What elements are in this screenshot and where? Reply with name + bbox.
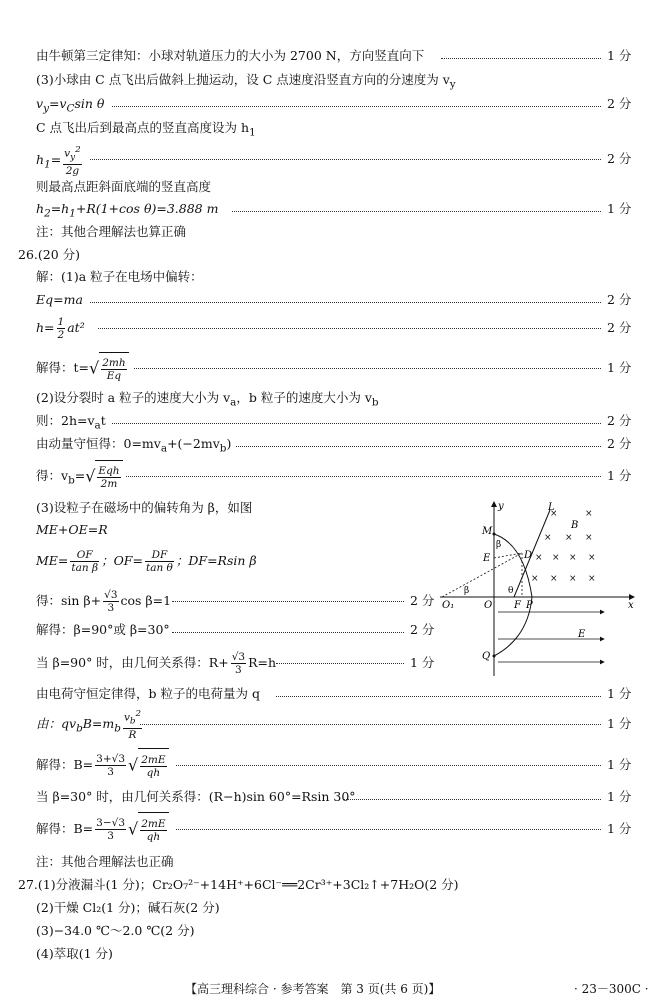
denominator: Eq xyxy=(106,370,122,382)
superscript: 2 xyxy=(135,709,142,720)
answer-line xyxy=(0,898,653,918)
label-O: O xyxy=(484,600,493,611)
dot-leader xyxy=(176,765,601,766)
denominator: 2m xyxy=(100,478,118,490)
denominator: R xyxy=(128,728,137,741)
note-line xyxy=(0,852,653,872)
numerator: DF xyxy=(145,549,174,562)
square-root: √ $\frac{\text{Eqh}}{2m}$ xyxy=(85,460,122,493)
score: 1 分 xyxy=(607,686,632,701)
dot-leader xyxy=(344,799,601,800)
numerator: √3 xyxy=(231,651,246,663)
field-cross: × xyxy=(585,509,593,519)
equation-line xyxy=(0,411,653,431)
numerator: 2mE xyxy=(141,818,166,830)
dot-leader xyxy=(126,476,601,477)
field-cross: × xyxy=(588,553,596,563)
label-B: B xyxy=(571,520,579,531)
subscript: b xyxy=(371,396,379,409)
answer-text: 由电荷守恒定律得，b 粒子的电荷量为 q xyxy=(36,686,260,701)
eq-part: = xyxy=(74,468,86,483)
page-footer xyxy=(0,980,653,1000)
dot-leader xyxy=(112,106,601,107)
eq-part: sin θ xyxy=(74,96,105,111)
equation-line xyxy=(0,460,653,492)
label-M: M xyxy=(482,526,493,537)
equation-line xyxy=(0,313,653,343)
eq-part: t xyxy=(100,413,106,428)
score: 1 分 xyxy=(607,360,632,375)
answer-text: 由牛顿第三定律知：小球对轨道压力的大小为 2700 N，方向竖直向下 xyxy=(36,48,425,63)
eq-part: v xyxy=(36,96,44,111)
equation-line xyxy=(0,352,653,384)
equation-line xyxy=(0,290,653,310)
score: 1 分 xyxy=(607,468,632,483)
dot-leader xyxy=(172,632,404,633)
label-L: L xyxy=(548,502,555,513)
equation-line xyxy=(0,199,653,219)
square-root: √ $\frac{2mh}{Eq}$ xyxy=(89,352,129,385)
note-line xyxy=(0,222,653,242)
denominator: tan θ xyxy=(145,562,173,574)
eq-part: = xyxy=(50,151,62,167)
magnetic-field-crosses xyxy=(531,509,596,584)
fraction xyxy=(103,589,118,614)
score: 1 分 xyxy=(607,201,632,216)
superscript: 2 xyxy=(75,145,81,155)
score: 1 分 xyxy=(607,716,632,731)
numerator: 2mE xyxy=(141,754,166,766)
eq-part: R=h xyxy=(248,655,277,670)
eq-part: 解得：B= xyxy=(36,821,94,836)
denominator: 2g xyxy=(65,164,80,177)
denominator: 3 xyxy=(235,664,242,676)
eq-part: 解得：t= xyxy=(36,360,89,375)
fraction xyxy=(57,316,66,341)
label-P: P xyxy=(526,600,533,611)
equation-line xyxy=(0,94,653,114)
square-root: √ $\frac{2mE}{qh}$ xyxy=(128,748,169,783)
question-text: 27.(1)分液漏斗(1 分)；Cr₂O₇²⁻+14H⁺+6Cl⁻══2Cr³⁺+3Cl₂↑+7H₂O(2 分) xyxy=(18,877,459,892)
field-cross: × xyxy=(531,574,539,584)
subscript: b xyxy=(68,474,75,487)
dot-leader xyxy=(90,159,601,160)
subscript: a xyxy=(94,419,101,432)
eq-part: +(−2mv xyxy=(167,436,220,451)
question-header xyxy=(0,245,653,265)
denominator: qh xyxy=(146,767,161,779)
answer-text: (2)设分裂时 a 粒子的速度大小为 v xyxy=(36,390,231,405)
subscript: 1 xyxy=(69,207,76,220)
answer-text: (2)干燥 Cl₂(1 分)；碱石灰(2 分) xyxy=(36,900,220,915)
answer-line xyxy=(0,267,653,287)
answer-line xyxy=(0,684,653,704)
field-cross: × xyxy=(565,533,573,543)
answer-line xyxy=(0,70,653,90)
label-beta2: β xyxy=(464,586,470,596)
field-cross: × xyxy=(550,574,558,584)
score: 2 分 xyxy=(607,436,632,451)
eq-part: ) xyxy=(226,436,232,451)
label-Q: Q xyxy=(482,651,491,662)
denominator: 3 xyxy=(107,830,114,842)
physics-diagram xyxy=(438,498,638,678)
score: 2 分 xyxy=(410,593,435,608)
label-beta1: β xyxy=(496,540,502,550)
dot-leader xyxy=(176,829,601,830)
field-cross: × xyxy=(550,509,558,519)
answer-line xyxy=(0,787,653,807)
dot-leader xyxy=(140,724,601,725)
numerator: 3−√3 xyxy=(96,817,126,829)
question-header xyxy=(0,875,653,895)
denominator: qh xyxy=(146,831,161,843)
equation-line xyxy=(0,434,653,454)
answer-text: 则最高点距斜面底端的竖直高度 xyxy=(36,179,212,194)
fraction xyxy=(95,753,126,778)
subscript: y xyxy=(449,78,456,91)
eq-part: =h xyxy=(50,201,70,216)
label-E: E xyxy=(483,553,491,564)
denominator: tan β xyxy=(71,562,99,574)
dot-leader xyxy=(441,58,601,59)
dot-leader xyxy=(90,302,601,303)
subscript: 2 xyxy=(44,207,51,220)
footer-code: · 23－300C · xyxy=(574,982,649,996)
eq-part: B=m xyxy=(82,716,115,731)
answer-text: C 点飞出后到最高点的竖直高度设为 h xyxy=(36,120,250,135)
dot-leader xyxy=(276,663,404,664)
answer-line xyxy=(0,944,653,964)
dot-leader xyxy=(134,368,601,369)
equation-line xyxy=(0,144,653,177)
answer-line xyxy=(0,388,653,408)
score: 2 分 xyxy=(410,622,435,637)
fraction xyxy=(70,549,99,574)
footer-title: 【高三理科综合 · 参考答案 第 3 页(共 6 页)】 xyxy=(185,982,441,996)
score: 2 分 xyxy=(607,151,632,166)
fraction xyxy=(231,651,246,676)
eq-part: 则：2h=v xyxy=(36,413,95,428)
eq-part: =v xyxy=(48,96,67,111)
eq-part: h xyxy=(36,151,45,167)
equation-line xyxy=(0,812,653,846)
field-cross: × xyxy=(569,574,577,584)
eq-part: 由动量守恒得：0=mv xyxy=(36,436,161,451)
dot-leader xyxy=(112,423,601,424)
field-cross: × xyxy=(585,533,593,543)
eq-part: 解得：B= xyxy=(36,757,94,772)
subscript: b xyxy=(219,442,227,455)
note-text: 注：其他合理解法也正确 xyxy=(36,854,174,869)
score: 2 分 xyxy=(607,96,632,111)
dot-leader xyxy=(276,696,601,697)
numerator: OF xyxy=(70,549,99,562)
eq-part: h= xyxy=(36,320,55,335)
label-O1: O₁ xyxy=(442,600,455,611)
eq-part: at² xyxy=(67,320,85,335)
numerator: v xyxy=(64,147,71,160)
denominator: 2 xyxy=(57,329,65,341)
subscript: b xyxy=(76,722,83,735)
subscript: 1 xyxy=(249,126,256,139)
subscript: b xyxy=(129,716,136,727)
answer-line xyxy=(0,177,653,197)
label-D: D xyxy=(524,550,533,561)
eq-part: 得：sin β+ xyxy=(36,593,102,608)
eq-part: ；OF= xyxy=(101,553,143,568)
answer-text: (3)−34.0 ℃～2.0 ℃(2 分) xyxy=(36,923,195,938)
score: 1 分 xyxy=(410,655,435,670)
dot-leader xyxy=(172,601,404,602)
denominator: 3 xyxy=(107,602,115,614)
answer-text: ，b 粒子的速度大小为 v xyxy=(236,390,372,405)
score: 2 分 xyxy=(607,413,632,428)
numerator: √3 xyxy=(104,589,118,601)
answer-text: (3)小球由 C 点飞出后做斜上抛运动，设 C 点速度沿竖直方向的分速度为 v xyxy=(36,72,450,87)
subscript: y xyxy=(70,152,76,163)
answer-text: 解：(1)a 粒子在电场中偏转： xyxy=(36,269,203,284)
answer-text: 当 β=30° 时，由几何关系得：(R−h)sin 60°=Rsin 30° xyxy=(36,789,356,804)
equation: Eq=ma xyxy=(36,292,83,307)
eq-part: 得：v xyxy=(36,468,69,483)
eq-part: 由：qv xyxy=(36,716,77,731)
numerator: 2mh xyxy=(102,357,126,369)
score: 2 分 xyxy=(607,320,632,335)
dot-leader xyxy=(236,446,601,447)
segment-ED xyxy=(494,553,522,558)
score: 1 分 xyxy=(607,48,632,63)
equation-line xyxy=(0,708,653,740)
answer-line xyxy=(0,921,653,941)
answer-text: 解得：β=90°或 β=30° xyxy=(36,622,170,637)
note-text: 注：其他合理解法也算正确 xyxy=(36,224,187,239)
eq-part: ；DF=Rsin β xyxy=(175,553,257,568)
question-number: 26.(20 分) xyxy=(18,247,81,262)
field-cross: × xyxy=(588,574,596,584)
label-F: F xyxy=(514,600,521,611)
field-cross: × xyxy=(544,533,552,543)
label-theta: θ xyxy=(508,586,514,596)
subscript: a xyxy=(230,396,237,409)
subscript: a xyxy=(160,442,168,455)
fraction xyxy=(95,817,126,842)
point-Q xyxy=(493,655,496,658)
fraction xyxy=(63,144,81,177)
denominator: 3 xyxy=(107,766,114,778)
square-root: √ $\frac{2mE}{qh}$ xyxy=(128,812,169,847)
subscript: C xyxy=(66,102,75,115)
eq-part: cos β=1 xyxy=(120,593,172,608)
score: 1 分 xyxy=(607,821,632,836)
score: 1 分 xyxy=(607,789,632,804)
numerator: v xyxy=(123,711,130,724)
eq-part: h xyxy=(36,201,45,216)
field-cross: × xyxy=(535,553,543,563)
subscript: y xyxy=(43,102,49,115)
numerator: 3+√3 xyxy=(96,753,126,765)
fraction xyxy=(145,549,174,574)
eq-part: ME= xyxy=(36,553,69,568)
subscript: 1 xyxy=(44,158,51,171)
label-E-field: E xyxy=(578,629,586,640)
dot-leader xyxy=(232,211,601,212)
answer-line xyxy=(0,118,653,138)
x-label: x xyxy=(628,600,634,611)
field-cross: × xyxy=(569,553,577,563)
equation-line xyxy=(0,748,653,782)
subscript: b xyxy=(114,722,121,735)
eq-part: +R(1+cos θ)=3.888 m xyxy=(75,201,219,216)
eq-part: 当 β=90° 时，由几何关系得：R+ xyxy=(36,655,229,670)
answer-text: (4)萃取(1 分) xyxy=(36,946,113,961)
point-M xyxy=(493,533,496,536)
equation: ME+OE=R xyxy=(36,522,108,537)
numerator: 1 xyxy=(57,316,65,328)
answer-text: (3)设粒子在磁场中的偏转角为 β，如图 xyxy=(36,500,253,515)
dot-leader xyxy=(98,328,601,329)
score: 2 分 xyxy=(607,292,632,307)
numerator: Eqh xyxy=(98,465,120,477)
y-label: y xyxy=(498,501,504,512)
answer-line xyxy=(0,46,653,66)
score: 1 分 xyxy=(607,757,632,772)
field-cross: × xyxy=(552,553,560,563)
